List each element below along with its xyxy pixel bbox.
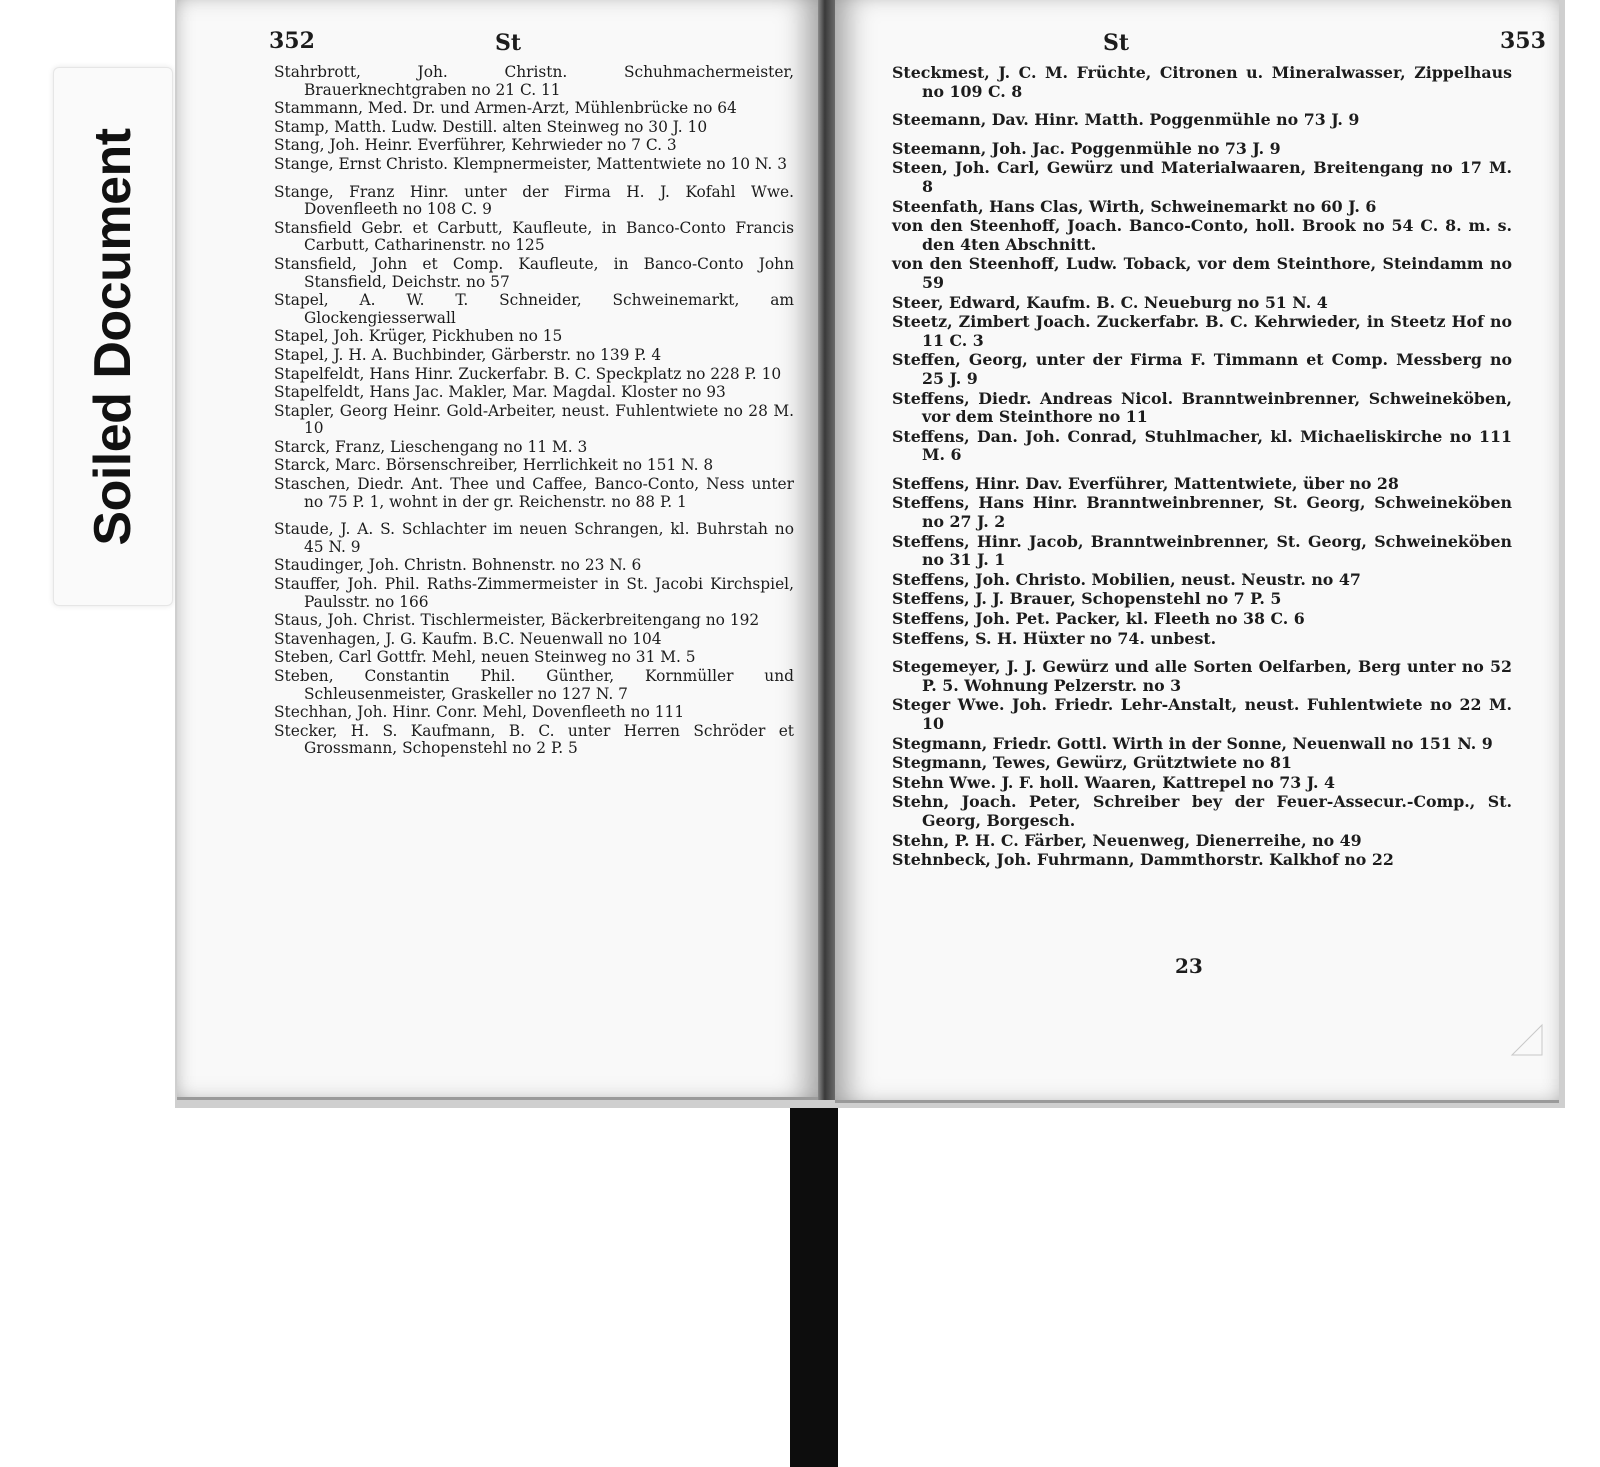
signature-mark: 23	[1175, 954, 1203, 978]
left-page-number: 352	[269, 28, 315, 54]
directory-entry: Stansfield, John et Comp. Kaufleute, in Banco-Conto John Stansfield, Deichstr. no 57	[274, 254, 794, 291]
directory-entry: Stehn, Joach. Peter, Schreiber bey der Feuer-Assecur.-Comp., St. Georg, Borgesch.	[892, 792, 1512, 830]
directory-entry: Staus, Joh. Christ. Tischlermeister, Bäckerbreitengang no 192	[274, 611, 760, 630]
directory-entry: Stehn, P. H. C. Färber, Neuenweg, Dienerreihe, no 49	[892, 830, 1362, 850]
open-book	[175, 0, 1565, 1108]
left-running-head: St	[495, 30, 522, 56]
right-page	[835, 0, 1559, 1103]
directory-entry: Stange, Ernst Christo. Klempnermeister, Mattentwiete no 10 N. 3	[274, 154, 787, 173]
directory-entry: Stehnbeck, Joh. Fuhrmann, Dammthorstr. Kalkhof no 22	[892, 850, 1394, 870]
right-running-head: St	[1103, 30, 1130, 56]
directory-entry: Stammann, Med. Dr. und Armen-Arzt, Mühlenbrücke no 64	[274, 99, 737, 118]
directory-entry: Steffens, Joh. Pet. Packer, kl. Fleeth no 38 C. 6	[892, 609, 1305, 629]
directory-entry: Steffens, S. H. Hüxter no 74. unbest.	[892, 628, 1217, 648]
directory-entry: Steckmest, J. C. M. Früchte, Citronen u. Mineralwasser, Zippelhaus no 109 C. 8	[892, 63, 1512, 101]
directory-entry: Stecker, H. S. Kaufmann, B. C. unter Herren Schröder et Grossmann, Schopenstehl no 2 P. 5	[274, 721, 794, 758]
directory-entry: Stegmann, Friedr. Gottl. Wirth in der Sonne, Neuenwall no 151 N. 9	[892, 733, 1493, 753]
directory-entry: Steffen, Georg, unter der Firma F. Timmann et Comp. Messberg no 25 J. 9	[892, 350, 1512, 388]
directory-entry: Stahrbrott, Joh. Christn. Schuhmachermeister, Brauerknechtgraben no 21 C. 11	[274, 63, 794, 99]
directory-entry: Starck, Marc. Börsenschreiber, Herrlichkeit no 151 N. 8	[274, 456, 714, 475]
page-corner-fold	[1507, 1020, 1547, 1060]
directory-entry: Steemann, Joh. Jac. Poggenmühle no 73 J. 9	[892, 138, 1281, 158]
directory-entry: Steffens, Hinr. Jacob, Branntweinbrenner, St. Georg, Schweineköben no 31 J. 1	[892, 531, 1512, 570]
directory-entry: Staudinger, Joh. Christn. Bohnenstr. no 23 N. 6	[274, 556, 642, 575]
directory-entry: Staschen, Diedr. Ant. Thee und Caffee, Banco-Conto, Ness unter no 75 P. 1, wohnt in der gr. Reichenstr. no 88 P. 1	[274, 475, 794, 511]
directory-entry: Stansfield Gebr. et Carbutt, Kaufleute, in Banco-Conto Francis Carbutt, Catharinenstr. no 125	[274, 218, 794, 255]
directory-entry: Steen, Joh. Carl, Gewürz und Materialwaaren, Breitengang no 17 M. 8	[892, 158, 1512, 196]
directory-entry: Stapel, A. W. T. Schneider, Schweinemarkt, am Glockengiesserwall	[274, 291, 794, 327]
soiled-document-tab	[53, 67, 173, 606]
directory-entry: Stapel, J. H. A. Buchbinder, Gärberstr. no 139 P. 4	[274, 345, 662, 364]
directory-entry: Stechhan, Joh. Hinr. Conr. Mehl, Dovenfleeth no 111	[274, 703, 685, 722]
directory-entry: Stegmann, Tewes, Gewürz, Grütztwiete no 81	[892, 753, 1293, 773]
directory-entry: Steben, Carl Gottfr. Mehl, neuen Steinweg no 31 M. 5	[274, 648, 696, 667]
directory-entry: Stavenhagen, J. G. Kaufm. B.C. Neuenwall no 104	[274, 629, 662, 648]
directory-entry: Steffens, J. J. Brauer, Schopenstehl no 7 P. 5	[892, 589, 1282, 609]
directory-entry: Stegemeyer, J. J. Gewürz und alle Sorten Oelfarben, Berg unter no 52 P. 5. Wohnung Pelzerstr. no 3	[892, 657, 1512, 695]
left-page	[177, 0, 818, 1100]
directory-entry: Stamp, Matth. Ludw. Destill. alten Steinweg no 30 J. 10	[274, 117, 708, 136]
directory-entry: Stang, Joh. Heinr. Everführer, Kehrwieder no 7 C. 3	[274, 136, 677, 155]
directory-entry: Stapler, Georg Heinr. Gold-Arbeiter, neust. Fuhlentwiete no 28 M. 10	[274, 401, 794, 438]
directory-entry: Stange, Franz Hinr. unter der Firma H. J. Kofahl Wwe. Dovenfleeth no 108 C. 9	[274, 182, 794, 219]
directory-entry: Staude, J. A. S. Schlachter im neuen Schrangen, kl. Buhrstah no 45 N. 9	[274, 520, 794, 556]
directory-entry: Steetz, Zimbert Joach. Zuckerfabr. B. C. Kehrwieder, in Steetz Hof no 11 C. 3	[892, 312, 1512, 350]
tab-label: Soiled Document	[84, 127, 142, 546]
right-page-number: 353	[1500, 28, 1546, 54]
directory-entry: von den Steenhoff, Joach. Banco-Conto, holl. Brook no 54 C. 8. m. s. den 4ten Abschnitt.	[892, 216, 1512, 254]
directory-entry: Starck, Franz, Lieschengang no 11 M. 3	[274, 437, 588, 456]
directory-entry: Steben, Constantin Phil. Günther, Kornmüller und Schleusenmeister, Graskeller no 127 N. 7	[274, 667, 794, 703]
directory-entry: Stauffer, Joh. Phil. Raths-Zimmermeister in St. Jacobi Kirchspiel, Paulsstr. no 166	[274, 575, 794, 611]
right-entry-list	[892, 64, 1512, 871]
directory-entry: Stehn Wwe. J. F. holl. Waaren, Kattrepel no 73 J. 4	[892, 772, 1335, 792]
directory-entry: Stapelfeldt, Hans Jac. Makler, Mar. Magdal. Kloster no 93	[274, 383, 726, 402]
directory-entry: Steffens, Joh. Christo. Mobilien, neust. Neustr. no 47	[892, 569, 1361, 589]
directory-entry: Steffens, Diedr. Andreas Nicol. Branntweinbrenner, Schweineköben, vor dem Steinthore no 11	[892, 388, 1512, 427]
directory-entry: von den Steenhoff, Ludw. Toback, vor dem Steinthore, Steindamm no 59	[892, 254, 1512, 292]
directory-entry: Steemann, Dav. Hinr. Matth. Poggenmühle no 73 J. 9	[892, 110, 1360, 130]
directory-entry: Stapel, Joh. Krüger, Pickhuben no 15	[274, 327, 563, 346]
directory-entry: Steger Wwe. Joh. Friedr. Lehr-Anstalt, neust. Fuhlentwiete no 22 M. 10	[892, 695, 1512, 733]
directory-entry: Steer, Edward, Kaufm. B. C. Neueburg no 51 N. 4	[892, 292, 1328, 312]
directory-entry: Steffens, Hans Hinr. Branntweinbrenner, St. Georg, Schweineköben no 27 J. 2	[892, 493, 1512, 532]
book-spine-strip	[790, 1108, 838, 1467]
left-entry-list	[274, 64, 794, 759]
directory-entry: Stapelfeldt, Hans Hinr. Zuckerfabr. B. C. Speckplatz no 228 P. 10	[274, 364, 782, 383]
directory-entry: Steenfath, Hans Clas, Wirth, Schweinemarkt no 60 J. 6	[892, 196, 1377, 216]
directory-entry: Steffens, Dan. Joh. Conrad, Stuhlmacher, kl. Michaeliskirche no 111 M. 6	[892, 426, 1512, 465]
directory-entry: Steffens, Hinr. Dav. Everführer, Mattentwiete, über no 28	[892, 473, 1399, 493]
book-gutter	[818, 0, 835, 1100]
